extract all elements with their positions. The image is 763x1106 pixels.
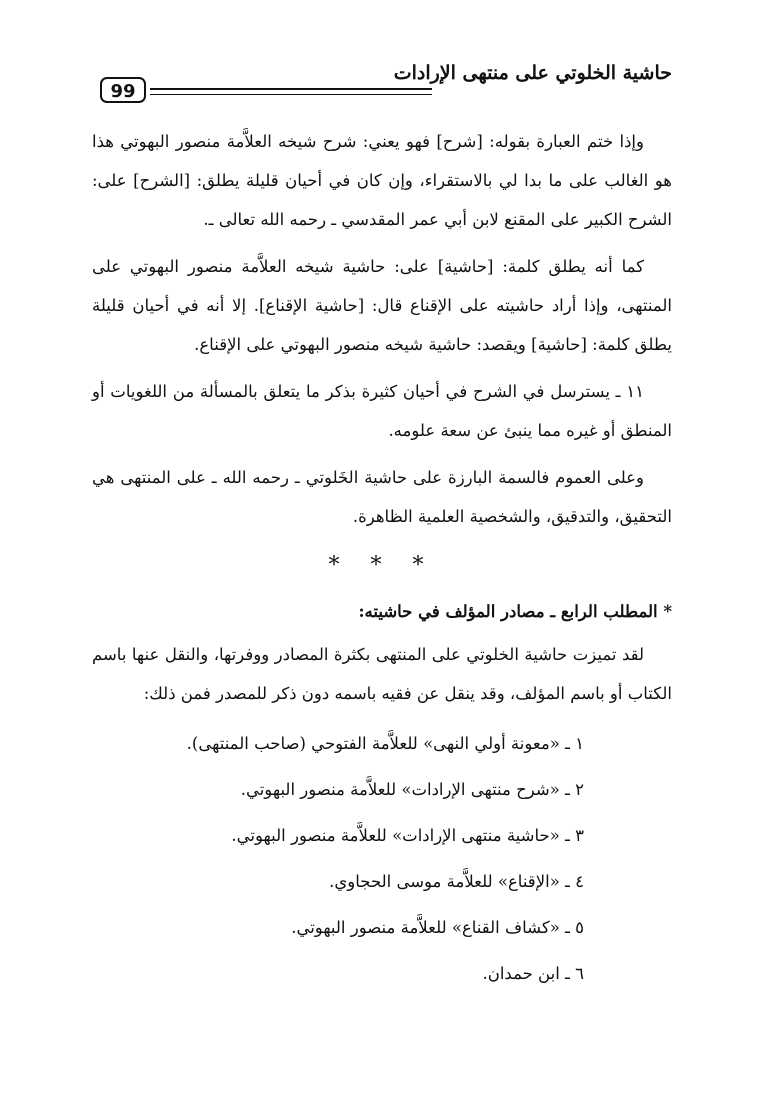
list-item: ١ ـ «معونة أولي النهى» للعلاَّمة الفتوحي (صاحب المنتهى). xyxy=(186,734,584,753)
paragraph-summary: وعلى العموم فالسمة البارزة على حاشية الخَلوتي ـ رحمه الله ـ على المنتهى هي التحقيق، والتدقيق، والشخصية العلمية الظاهرة. xyxy=(92,468,672,526)
list-item: ٦ ـ ابن حمدان. xyxy=(482,964,584,983)
header-rule xyxy=(150,88,432,95)
page-number: 99 xyxy=(100,77,146,103)
paragraph-sharh-usage: وإذا ختم العبارة بقوله: [شرح] فهو يعني: شرح شيخه العلاَّمة منصور البهوتي هذا هو الغالب على ما بدا لي بالاستقراء، وإن كان في أحيان قليلة يطلق: [الشرح] على: الشرح الكبير على المقنع لابن أبي عمر المقدسي ـ رحمه الله تعالى ـ. xyxy=(92,132,672,229)
list-item: ٥ ـ «كشاف القناع» للعلاَّمة منصور البهوتي. xyxy=(291,918,584,937)
section-intro: لقد تميزت حاشية الخلوتي على المنتهى بكثرة المصادر ووفرتها، والنقل عنها باسم الكتاب أو باسم المؤلف، وقد ينقل عن فقيه باسمه دون ذكر للمصدر فمن ذلك: xyxy=(92,645,672,703)
section-separator: * * * xyxy=(328,553,436,578)
sources-list xyxy=(92,721,672,997)
running-header xyxy=(100,60,672,102)
list-item: ٣ ـ «حاشية منتهى الإرادات» للعلاَّمة منصور البهوتي. xyxy=(231,826,584,845)
section-heading: * المطلب الرابع ـ مصادر المؤلف في حاشيته: xyxy=(358,602,672,621)
paragraph-hashiya-usage: كما أنه يطلق كلمة: [حاشية] على: حاشية شيخه العلاَّمة منصور البهوتي على المنتهى، وإذا أراد حاشيته على الإقناع قال: [حاشية الإقناع]. إلا أنه في أحيان قليلة يطلق كلمة: [حاشية] ويقصد: حاشية شيخه منصور البهوتي على الإقناع. xyxy=(92,257,672,354)
paragraph-point-11: ١١ ـ يسترسل في الشرح في أحيان كثيرة بذكر ما يتعلق بالمسألة من اللغويات أو المنطق أو غيره مما ينبئ عن سعة علومه. xyxy=(92,382,672,440)
header-title: حاشية الخلوتي على منتهى الإرادات xyxy=(393,62,672,84)
list-item: ٢ ـ «شرح منتهى الإرادات» للعلاَّمة منصور البهوتي. xyxy=(240,780,584,799)
list-item: ٤ ـ «الإقناع» للعلاَّمة موسى الحجاوي. xyxy=(329,872,584,891)
page-body xyxy=(92,122,672,997)
